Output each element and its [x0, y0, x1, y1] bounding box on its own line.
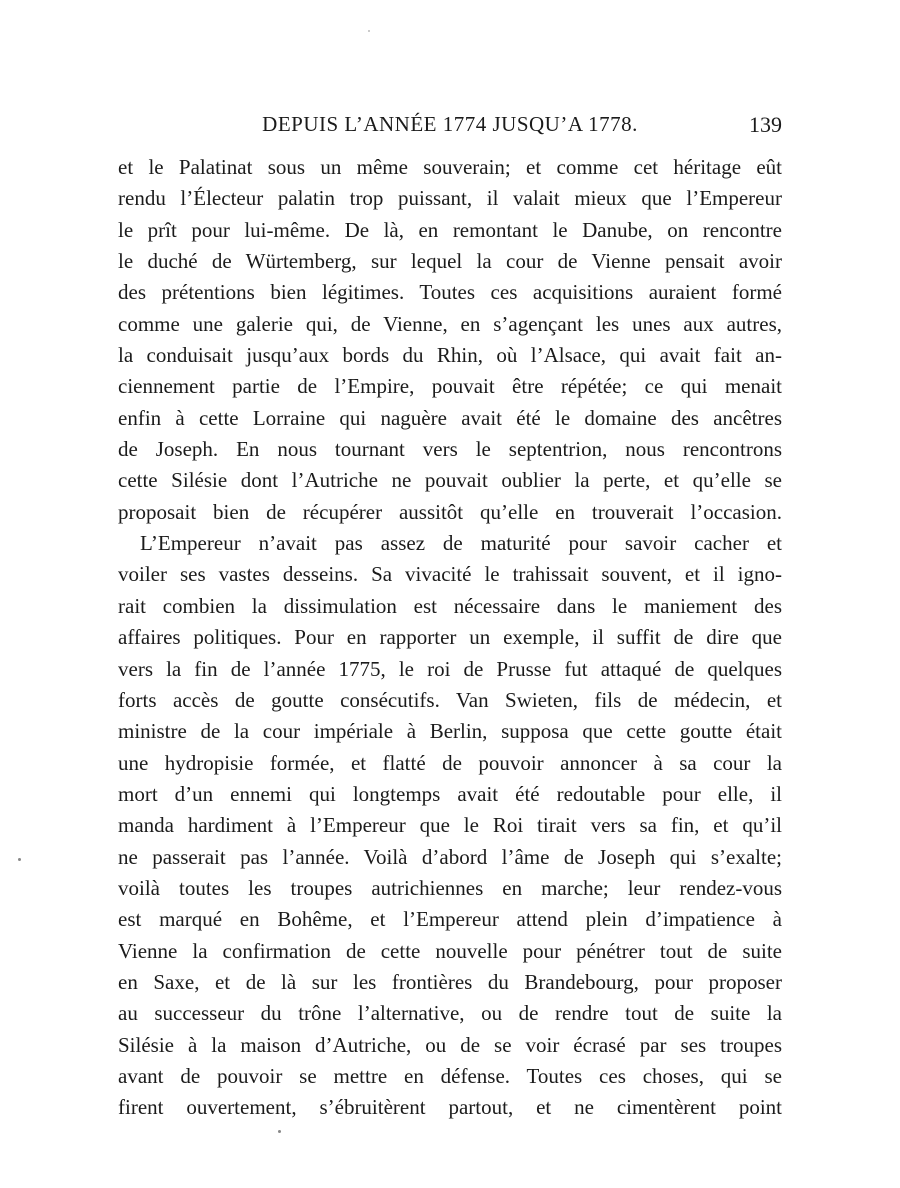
text-line: cette Silésie dont l’Autriche ne pouvait oublier la perte, et qu’elle se: [118, 468, 782, 493]
paper-speck: [368, 30, 370, 32]
text-line: le duché de Würtemberg, sur lequel la cour de Vienne pensait avoir: [118, 249, 782, 274]
text-line: proposait bien de récupérer aussitôt qu’elle en trouverait l’occasion.: [118, 499, 782, 524]
text-line: manda hardiment à l’Empereur que le Roi tirait vers sa fin, et qu’il: [118, 813, 782, 838]
text-line: enfin à cette Lorraine qui naguère avait été le domaine des ancêtres: [118, 405, 782, 430]
paragraph: [118, 152, 782, 528]
text-line: le prît pour lui-même. De là, en remontant le Danube, on rencontre: [118, 217, 782, 242]
text-line: vers la fin de l’année 1775, le roi de Prusse fut attaqué de quelques: [118, 656, 782, 681]
text-line: une hydropisie formée, et flatté de pouvoir annoncer à sa cour la: [118, 750, 782, 775]
text-line: ministre de la cour impériale à Berlin, supposa que cette goutte était: [118, 719, 782, 744]
text-line: est marqué en Bohême, et l’Empereur attend plein d’impatience à: [118, 907, 782, 932]
text-line: affaires politiques. Pour en rapporter un exemple, il suffit de dire que: [118, 625, 782, 650]
page-number: 139: [749, 112, 782, 137]
body-text: [118, 152, 782, 1124]
text-line: et le Palatinat sous un même souverain; et comme cet héritage eût: [118, 155, 782, 179]
text-line: voilà toutes les troupes autrichiennes en marche; leur rendez-vous: [118, 875, 782, 900]
text-line: rait combien la dissimulation est nécessaire dans le maniement des: [118, 593, 782, 618]
text-line: de Joseph. En nous tournant vers le septentrion, nous rencontrons: [118, 437, 782, 462]
text-line: avant de pouvoir se mettre en défense. Toutes ces choses, qui se: [118, 1063, 782, 1088]
text-line: des prétentions bien légitimes. Toutes ces acquisitions auraient formé: [118, 280, 782, 305]
paper-speck: [278, 1130, 281, 1133]
paragraph: [118, 528, 782, 1124]
text-line: la conduisait jusqu’aux bords du Rhin, où l’Alsace, qui avait fait an-: [118, 343, 782, 368]
text-line: voiler ses vastes desseins. Sa vivacité le trahissait souvent, et il igno-: [118, 562, 782, 587]
running-head: [118, 112, 782, 142]
text-line: L’Empereur n’avait pas assez de maturité pour savoir cacher et: [140, 531, 782, 556]
paper-speck: [18, 858, 21, 861]
text-line: comme une galerie qui, de Vienne, en s’agençant les unes aux autres,: [118, 311, 782, 336]
text-line: firent ouvertement, s’ébruitèrent partout, et ne cimentèrent point: [118, 1095, 782, 1120]
text-line: mort d’un ennemi qui longtemps avait été redoutable pour elle, il: [118, 781, 782, 806]
text-line: ciennement partie de l’Empire, pouvait être répétée; ce qui menait: [118, 374, 782, 399]
text-line: Silésie à la maison d’Autriche, ou de se voir écrasé par ses troupes: [118, 1032, 782, 1057]
text-line: ne passerait pas l’année. Voilà d’abord l’âme de Joseph qui s’exalte;: [118, 844, 782, 869]
text-line: en Saxe, et de là sur les frontières du Brandebourg, pour proposer: [118, 969, 782, 994]
text-line: au successeur du trône l’alternative, ou de rendre tout de suite la: [118, 1001, 782, 1026]
text-line: Vienne la confirmation de cette nouvelle pour pénétrer tout de suite: [118, 938, 782, 963]
running-title: DEPUIS L’ANNÉE 1774 JUSQU’A 1778.: [262, 112, 638, 136]
text-line: rendu l’Électeur palatin trop puissant, il valait mieux que l’Empereur: [118, 186, 782, 211]
text-line: forts accès de goutte consécutifs. Van Swieten, fils de médecin, et: [118, 687, 782, 712]
